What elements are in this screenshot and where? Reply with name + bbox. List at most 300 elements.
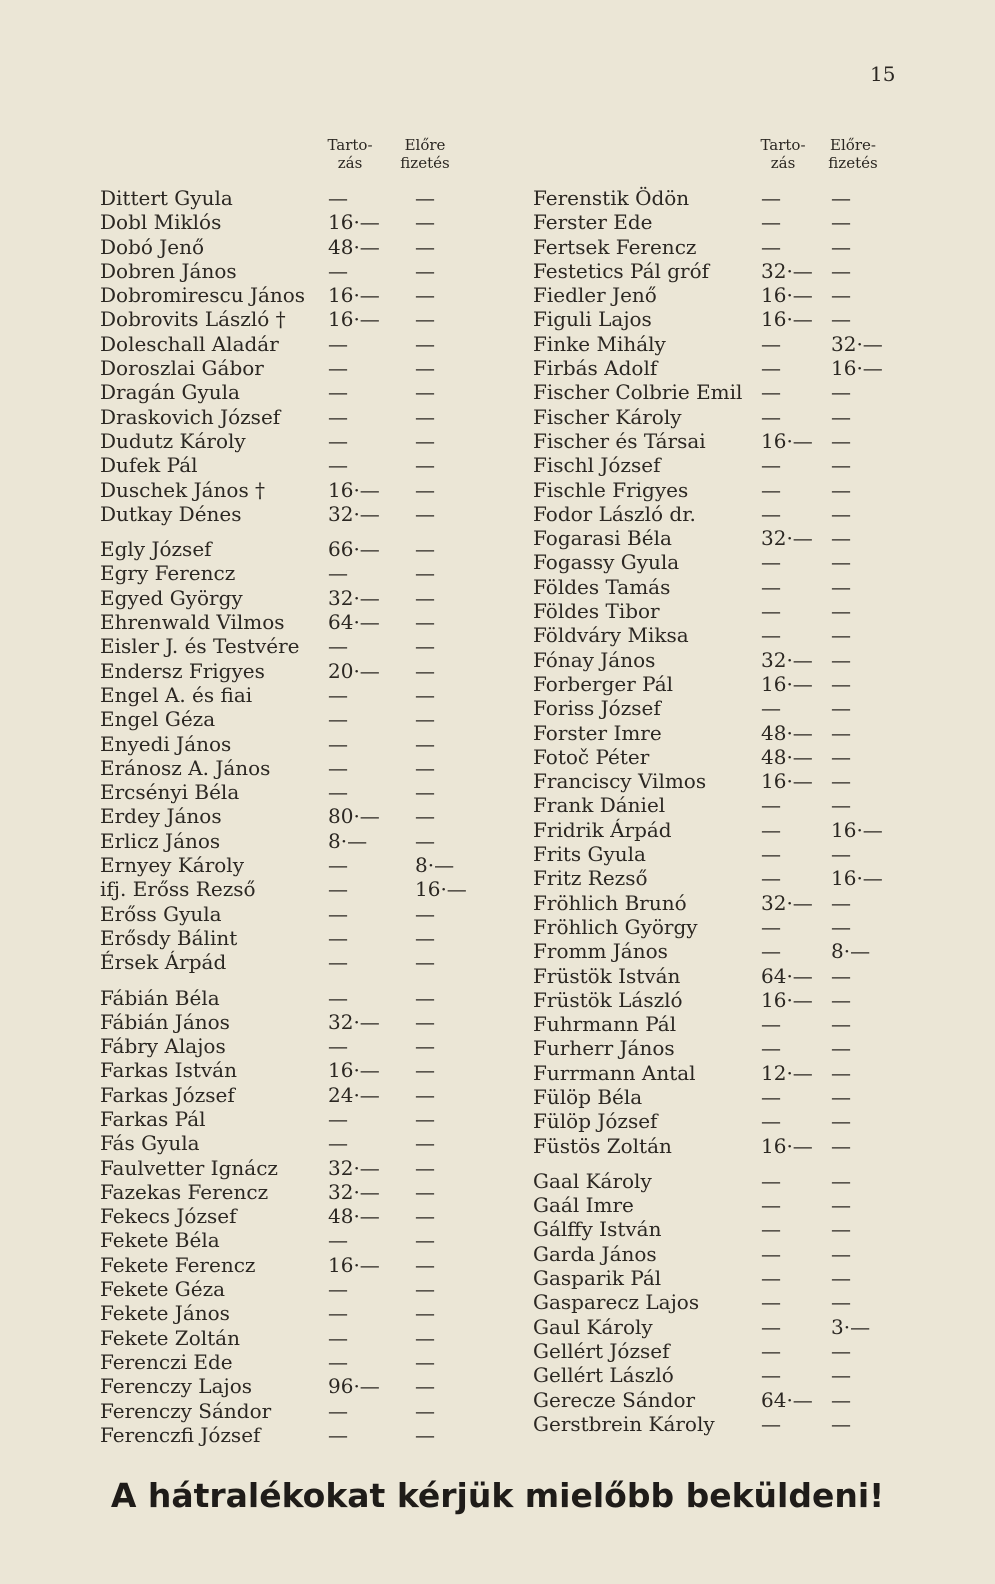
entry-tartozas: — [328, 356, 348, 381]
entry-elorefizetes: — [415, 1422, 435, 1447]
list-item [100, 1301, 475, 1325]
entry-name: Figuli Lajos [533, 307, 652, 332]
entry-name: Fazekas Ferencz [100, 1179, 269, 1204]
entry-elorefizetes: — [415, 258, 435, 283]
entry-elorefizetes: — [415, 1131, 435, 1156]
list-item [100, 634, 475, 658]
list-item [533, 380, 908, 404]
entry-tartozas: — [761, 1411, 781, 1436]
entry-tartozas: — [328, 380, 348, 405]
list-item [100, 1131, 475, 1155]
entry-tartozas: — [328, 1106, 348, 1131]
entry-tartozas: — [328, 1131, 348, 1156]
list-item [100, 610, 475, 634]
list-item [100, 877, 475, 901]
list-item [100, 537, 475, 561]
list-item [533, 988, 908, 1012]
list-item [533, 307, 908, 331]
entry-elorefizetes: — [415, 1277, 435, 1302]
entry-elorefizetes: — [415, 755, 435, 780]
list-item [533, 939, 908, 963]
entry-name: Fülöp Béla [533, 1084, 643, 1109]
entry-elorefizetes: — [831, 1241, 851, 1266]
entry-tartozas: 16·— [761, 671, 813, 696]
entry-tartozas: — [328, 950, 348, 975]
entry-elorefizetes: — [831, 890, 851, 915]
header-tartozas: Tarto- zás [327, 136, 373, 172]
entry-elorefizetes: — [831, 744, 851, 769]
entry-elorefizetes: — [415, 561, 435, 586]
entry-name: Gerstbrein Károly [533, 1411, 715, 1436]
entry-elorefizetes: — [415, 1179, 435, 1204]
list-item [100, 950, 475, 974]
list-item [533, 1012, 908, 1036]
entry-elorefizetes: — [415, 585, 435, 610]
entry-tartozas: 8·— [328, 828, 368, 853]
entry-tartozas: 48·— [328, 234, 380, 259]
list-item [533, 332, 908, 356]
entry-tartozas: 32·— [328, 501, 380, 526]
entry-name: Franciscy Vilmos [533, 769, 707, 794]
entry-tartozas: 16·— [761, 769, 813, 794]
list-item [533, 623, 908, 647]
entry-name: Erősdy Bálint [100, 925, 238, 950]
entry-elorefizetes: — [831, 574, 851, 599]
list-item [533, 550, 908, 574]
entry-name: Ehrenwald Vilmos [100, 610, 285, 635]
entry-tartozas: 96·— [328, 1374, 380, 1399]
list-item [100, 804, 475, 828]
list-item [533, 648, 908, 672]
entry-name: Dragán Gyula [100, 380, 240, 405]
list-item [100, 478, 475, 502]
list-item [100, 186, 475, 210]
entry-elorefizetes: — [415, 707, 435, 732]
entry-name: Fischle Frigyes [533, 477, 689, 502]
entry-tartozas: — [328, 404, 348, 429]
entry-name: Gasparik Pál [533, 1266, 662, 1291]
entry-name: ifj. Erőss Rezső [100, 877, 256, 902]
left-column-headers [100, 136, 475, 186]
entry-name: Ferenczy Sándor [100, 1398, 272, 1423]
list-item [100, 586, 475, 610]
entry-name: Fodor László dr. [533, 501, 696, 526]
entry-tartozas: 48·— [761, 720, 813, 745]
entry-elorefizetes: — [831, 1387, 851, 1412]
entry-tartozas: — [328, 853, 348, 878]
entry-name: Engel A. és fiai [100, 682, 253, 707]
entry-name: Fertsek Ferencz [533, 234, 697, 259]
entry-name: Fischer Károly [533, 404, 682, 429]
entry-name: Gálffy István [533, 1217, 662, 1242]
entry-name: Farkas József [100, 1082, 235, 1107]
entry-tartozas: — [761, 356, 781, 381]
entry-name: Ferenczfi József [100, 1422, 261, 1447]
list-item [100, 405, 475, 429]
entry-elorefizetes: — [415, 453, 435, 478]
entry-tartozas: — [761, 1109, 781, 1134]
entry-elorefizetes: — [831, 963, 851, 988]
entry-elorefizetes: — [415, 356, 435, 381]
entry-name: Erdey János [100, 804, 222, 829]
list-item [533, 575, 908, 599]
entry-tartozas: 16·— [328, 477, 380, 502]
entry-elorefizetes: — [415, 828, 435, 853]
entry-tartozas: — [328, 1301, 348, 1326]
entry-name: Eisler J. és Testvére [100, 634, 300, 659]
entry-name: Fogassy Gyula [533, 550, 680, 575]
right-column [533, 136, 908, 1436]
entry-name: Fridrik Árpád [533, 817, 672, 842]
entry-tartozas: — [761, 404, 781, 429]
entry-elorefizetes: — [415, 1155, 435, 1180]
entry-name: Fekete Géza [100, 1277, 226, 1302]
list-item [100, 902, 475, 926]
entry-tartozas: — [328, 258, 348, 283]
entry-name: Furherr János [533, 1036, 675, 1061]
entry-tartozas: — [328, 682, 348, 707]
entry-tartozas: — [761, 1193, 781, 1218]
list-item [100, 1350, 475, 1374]
list-item [533, 502, 908, 526]
entry-name: Faulvetter Ignácz [100, 1155, 278, 1180]
entry-elorefizetes: — [415, 1034, 435, 1059]
entry-name: Früstök László [533, 987, 683, 1012]
list-item [100, 756, 475, 780]
list-item [533, 356, 908, 380]
list-item [100, 307, 475, 331]
entry-tartozas: — [761, 793, 781, 818]
list-item [533, 891, 908, 915]
entry-name: Fritz Rezső [533, 866, 648, 891]
entry-name: Fekecs József [100, 1204, 237, 1229]
entry-name: Földes Tibor [533, 599, 660, 624]
entry-tartozas: — [761, 1168, 781, 1193]
list-item [533, 696, 908, 720]
list-item [100, 1058, 475, 1082]
entry-elorefizetes: 8·— [831, 939, 871, 964]
entry-name: Ferenczy Lajos [100, 1374, 253, 1399]
entry-name: Fábián János [100, 1009, 230, 1034]
entry-name: Gaul Károly [533, 1314, 653, 1339]
list-item [100, 659, 475, 683]
list-item [533, 1134, 908, 1158]
entry-name: Gellért László [533, 1363, 674, 1388]
entry-elorefizetes: — [831, 1109, 851, 1134]
entry-name: Dutkay Dénes [100, 501, 242, 526]
entry-elorefizetes: — [831, 647, 851, 672]
entry-name: Ferenczi Ede [100, 1349, 233, 1374]
entry-elorefizetes: — [415, 1228, 435, 1253]
entry-name: Ernyey Károly [100, 853, 244, 878]
entry-elorefizetes: — [415, 682, 435, 707]
entry-elorefizetes: — [415, 1325, 435, 1350]
entry-tartozas: 32·— [761, 647, 813, 672]
entry-name: Érsek Árpád [100, 950, 227, 975]
entry-elorefizetes: — [415, 1374, 435, 1399]
entry-name: Engel Géza [100, 707, 216, 732]
entry-elorefizetes: — [831, 526, 851, 551]
list-item [100, 259, 475, 283]
list-item [100, 561, 475, 585]
entry-elorefizetes: — [415, 1009, 435, 1034]
entry-name: Früstök István [533, 963, 681, 988]
list-item [533, 1217, 908, 1241]
entry-elorefizetes: — [415, 404, 435, 429]
entry-elorefizetes: — [415, 901, 435, 926]
header-tartozas: Tarto- zás [760, 136, 806, 172]
entry-name: Foriss József [533, 696, 661, 721]
entry-elorefizetes: — [831, 1168, 851, 1193]
list-item [533, 818, 908, 842]
list-item [533, 1266, 908, 1290]
entry-elorefizetes: — [415, 283, 435, 308]
entry-tartozas: — [328, 1277, 348, 1302]
entry-elorefizetes: — [831, 1290, 851, 1315]
entry-tartozas: 64·— [761, 1387, 813, 1412]
entry-name: Földváry Miksa [533, 623, 689, 648]
entry-tartozas: — [761, 1266, 781, 1291]
entry-elorefizetes: — [831, 307, 851, 332]
entry-tartozas: 64·— [761, 963, 813, 988]
entry-elorefizetes: — [415, 331, 435, 356]
list-item [100, 780, 475, 804]
list-item [100, 853, 475, 877]
entry-name: Doleschall Aladár [100, 331, 279, 356]
entry-tartozas: — [761, 1012, 781, 1037]
entry-tartozas: 16·— [328, 1058, 380, 1083]
entry-elorefizetes: — [831, 1338, 851, 1363]
entry-elorefizetes: — [831, 914, 851, 939]
entry-name: Dittert Gyula [100, 186, 233, 210]
entry-elorefizetes: — [831, 404, 851, 429]
entry-name: Dudutz Károly [100, 428, 246, 453]
list-item [533, 964, 908, 988]
entry-elorefizetes: — [831, 720, 851, 745]
entry-tartozas: — [328, 925, 348, 950]
list-item [533, 1085, 908, 1109]
list-item [100, 429, 475, 453]
entry-elorefizetes: — [831, 1084, 851, 1109]
entry-name: Forberger Pál [533, 671, 674, 696]
list-item [533, 793, 908, 817]
list-item [100, 732, 475, 756]
entry-tartozas: 16·— [328, 283, 380, 308]
entry-name: Egly József [100, 537, 212, 562]
list-item [533, 1036, 908, 1060]
entry-tartozas: — [328, 780, 348, 805]
list-item [533, 1193, 908, 1217]
entry-elorefizetes: — [831, 258, 851, 283]
entry-tartozas: — [761, 331, 781, 356]
entry-name: Gaal Károly [533, 1168, 652, 1193]
entry-name: Fröhlich Brunó [533, 890, 687, 915]
entry-name: Forster Imre [533, 720, 662, 745]
entry-elorefizetes: — [831, 477, 851, 502]
list-item [100, 210, 475, 234]
list-item [100, 1034, 475, 1058]
list-item [533, 672, 908, 696]
list-item [533, 1388, 908, 1412]
entry-elorefizetes: — [415, 658, 435, 683]
entry-elorefizetes: — [831, 599, 851, 624]
entry-tartozas: — [761, 866, 781, 891]
entry-tartozas: — [761, 550, 781, 575]
list-item [100, 829, 475, 853]
list-item [100, 1107, 475, 1131]
entry-tartozas: — [328, 1398, 348, 1423]
entry-elorefizetes: — [831, 696, 851, 721]
entry-name: Doroszlai Gábor [100, 356, 264, 381]
list-item [100, 283, 475, 307]
left-entry-list [100, 186, 475, 1447]
list-item [100, 1083, 475, 1107]
entry-tartozas: 16·— [761, 283, 813, 308]
entry-tartozas: — [761, 501, 781, 526]
entry-tartozas: 80·— [328, 804, 380, 829]
list-item [533, 478, 908, 502]
entry-elorefizetes: — [415, 925, 435, 950]
entry-name: Dobren János [100, 258, 237, 283]
right-column-headers [533, 136, 908, 186]
list-item [533, 259, 908, 283]
entry-elorefizetes: — [415, 780, 435, 805]
list-item [100, 1374, 475, 1398]
entry-name: Fábián Béla [100, 985, 220, 1010]
entry-name: Fábry Alajos [100, 1034, 226, 1059]
entry-tartozas: 16·— [761, 307, 813, 332]
list-item [100, 235, 475, 259]
entry-name: Frank Dániel [533, 793, 666, 818]
entry-name: Finke Mihály [533, 331, 666, 356]
entry-name: Gerecze Sándor [533, 1387, 696, 1412]
entry-elorefizetes: 16·— [415, 877, 467, 902]
list-item [100, 986, 475, 1010]
entry-elorefizetes: — [415, 804, 435, 829]
entry-name: Földes Tamás [533, 574, 671, 599]
entry-name: Dobromirescu János [100, 283, 306, 308]
entry-tartozas: — [761, 574, 781, 599]
list-item [533, 235, 908, 259]
entry-elorefizetes: 32·— [831, 331, 883, 356]
entry-name: Fotoč Péter [533, 744, 650, 769]
entry-elorefizetes: — [415, 210, 435, 235]
entry-elorefizetes: — [831, 769, 851, 794]
entry-elorefizetes: 16·— [831, 866, 883, 891]
entry-name: Dufek Pál [100, 453, 198, 478]
list-item [533, 599, 908, 623]
list-item [100, 1204, 475, 1228]
list-item [533, 453, 908, 477]
entry-tartozas: — [761, 186, 781, 210]
entry-tartozas: — [328, 1349, 348, 1374]
entry-name: Fischl József [533, 453, 661, 478]
entry-name: Fülöp József [533, 1109, 658, 1134]
entry-tartozas: — [761, 380, 781, 405]
list-item [533, 1242, 908, 1266]
entry-name: Fiedler Jenő [533, 283, 657, 308]
page-number: 15 [870, 62, 896, 86]
entry-elorefizetes: — [831, 1036, 851, 1061]
entry-name: Erlicz János [100, 828, 221, 853]
entry-name: Erőss Gyula [100, 901, 222, 926]
entry-tartozas: — [328, 877, 348, 902]
entry-tartozas: 16·— [328, 1252, 380, 1277]
entry-tartozas: 32·— [761, 526, 813, 551]
entry-tartozas: — [761, 623, 781, 648]
list-item [533, 842, 908, 866]
entry-tartozas: — [328, 1228, 348, 1253]
entry-tartozas: — [761, 453, 781, 478]
entry-tartozas: — [328, 731, 348, 756]
entry-tartozas: — [761, 1338, 781, 1363]
entry-elorefizetes: — [831, 1193, 851, 1218]
entry-name: Gaál Imre [533, 1193, 634, 1218]
list-item [533, 186, 908, 210]
entry-tartozas: — [761, 1363, 781, 1388]
entry-elorefizetes: 3·— [831, 1314, 871, 1339]
entry-tartozas: — [328, 707, 348, 732]
entry-name: Frits Gyula [533, 842, 646, 867]
entry-tartozas: 48·— [761, 744, 813, 769]
entry-name: Fekete Béla [100, 1228, 220, 1253]
entry-tartozas: — [328, 453, 348, 478]
entry-tartozas: 16·— [761, 1133, 813, 1158]
entry-tartozas: — [761, 1084, 781, 1109]
entry-elorefizetes: — [831, 1411, 851, 1436]
list-item [100, 1228, 475, 1252]
entry-elorefizetes: — [415, 1252, 435, 1277]
entry-tartozas: 32·— [761, 890, 813, 915]
list-item [533, 915, 908, 939]
list-item [100, 453, 475, 477]
entry-tartozas: — [328, 1325, 348, 1350]
list-item [100, 332, 475, 356]
entry-elorefizetes: — [831, 234, 851, 259]
entry-name: Fás Gyula [100, 1131, 200, 1156]
entry-tartozas: 20·— [328, 658, 380, 683]
list-item [533, 866, 908, 890]
entry-name: Farkas István [100, 1058, 237, 1083]
list-item [533, 429, 908, 453]
list-item [100, 1156, 475, 1180]
entry-name: Ferenstik Ödön [533, 186, 690, 210]
entry-name: Füstös Zoltán [533, 1133, 672, 1158]
list-item [533, 1109, 908, 1133]
list-item [100, 356, 475, 380]
entry-tartozas: — [761, 234, 781, 259]
entry-elorefizetes: — [831, 501, 851, 526]
entry-name: Fröhlich György [533, 914, 698, 939]
entry-tartozas: 32·— [328, 1009, 380, 1034]
entry-elorefizetes: — [831, 1012, 851, 1037]
entry-elorefizetes: — [415, 985, 435, 1010]
entry-elorefizetes: 8·— [415, 853, 455, 878]
entry-name: Dobrovits László † [100, 307, 286, 332]
entry-tartozas: — [761, 696, 781, 721]
entry-tartozas: 32·— [328, 1179, 380, 1204]
header-elorefizetes: Előre fizetés [400, 136, 450, 172]
entry-elorefizetes: — [831, 1060, 851, 1085]
list-item [533, 283, 908, 307]
entry-tartozas: 64·— [328, 610, 380, 635]
entry-elorefizetes: — [831, 793, 851, 818]
right-entry-list [533, 186, 908, 1436]
entry-elorefizetes: — [415, 634, 435, 659]
entry-name: Gellért József [533, 1338, 670, 1363]
list-item [100, 1180, 475, 1204]
entry-tartozas: — [761, 939, 781, 964]
